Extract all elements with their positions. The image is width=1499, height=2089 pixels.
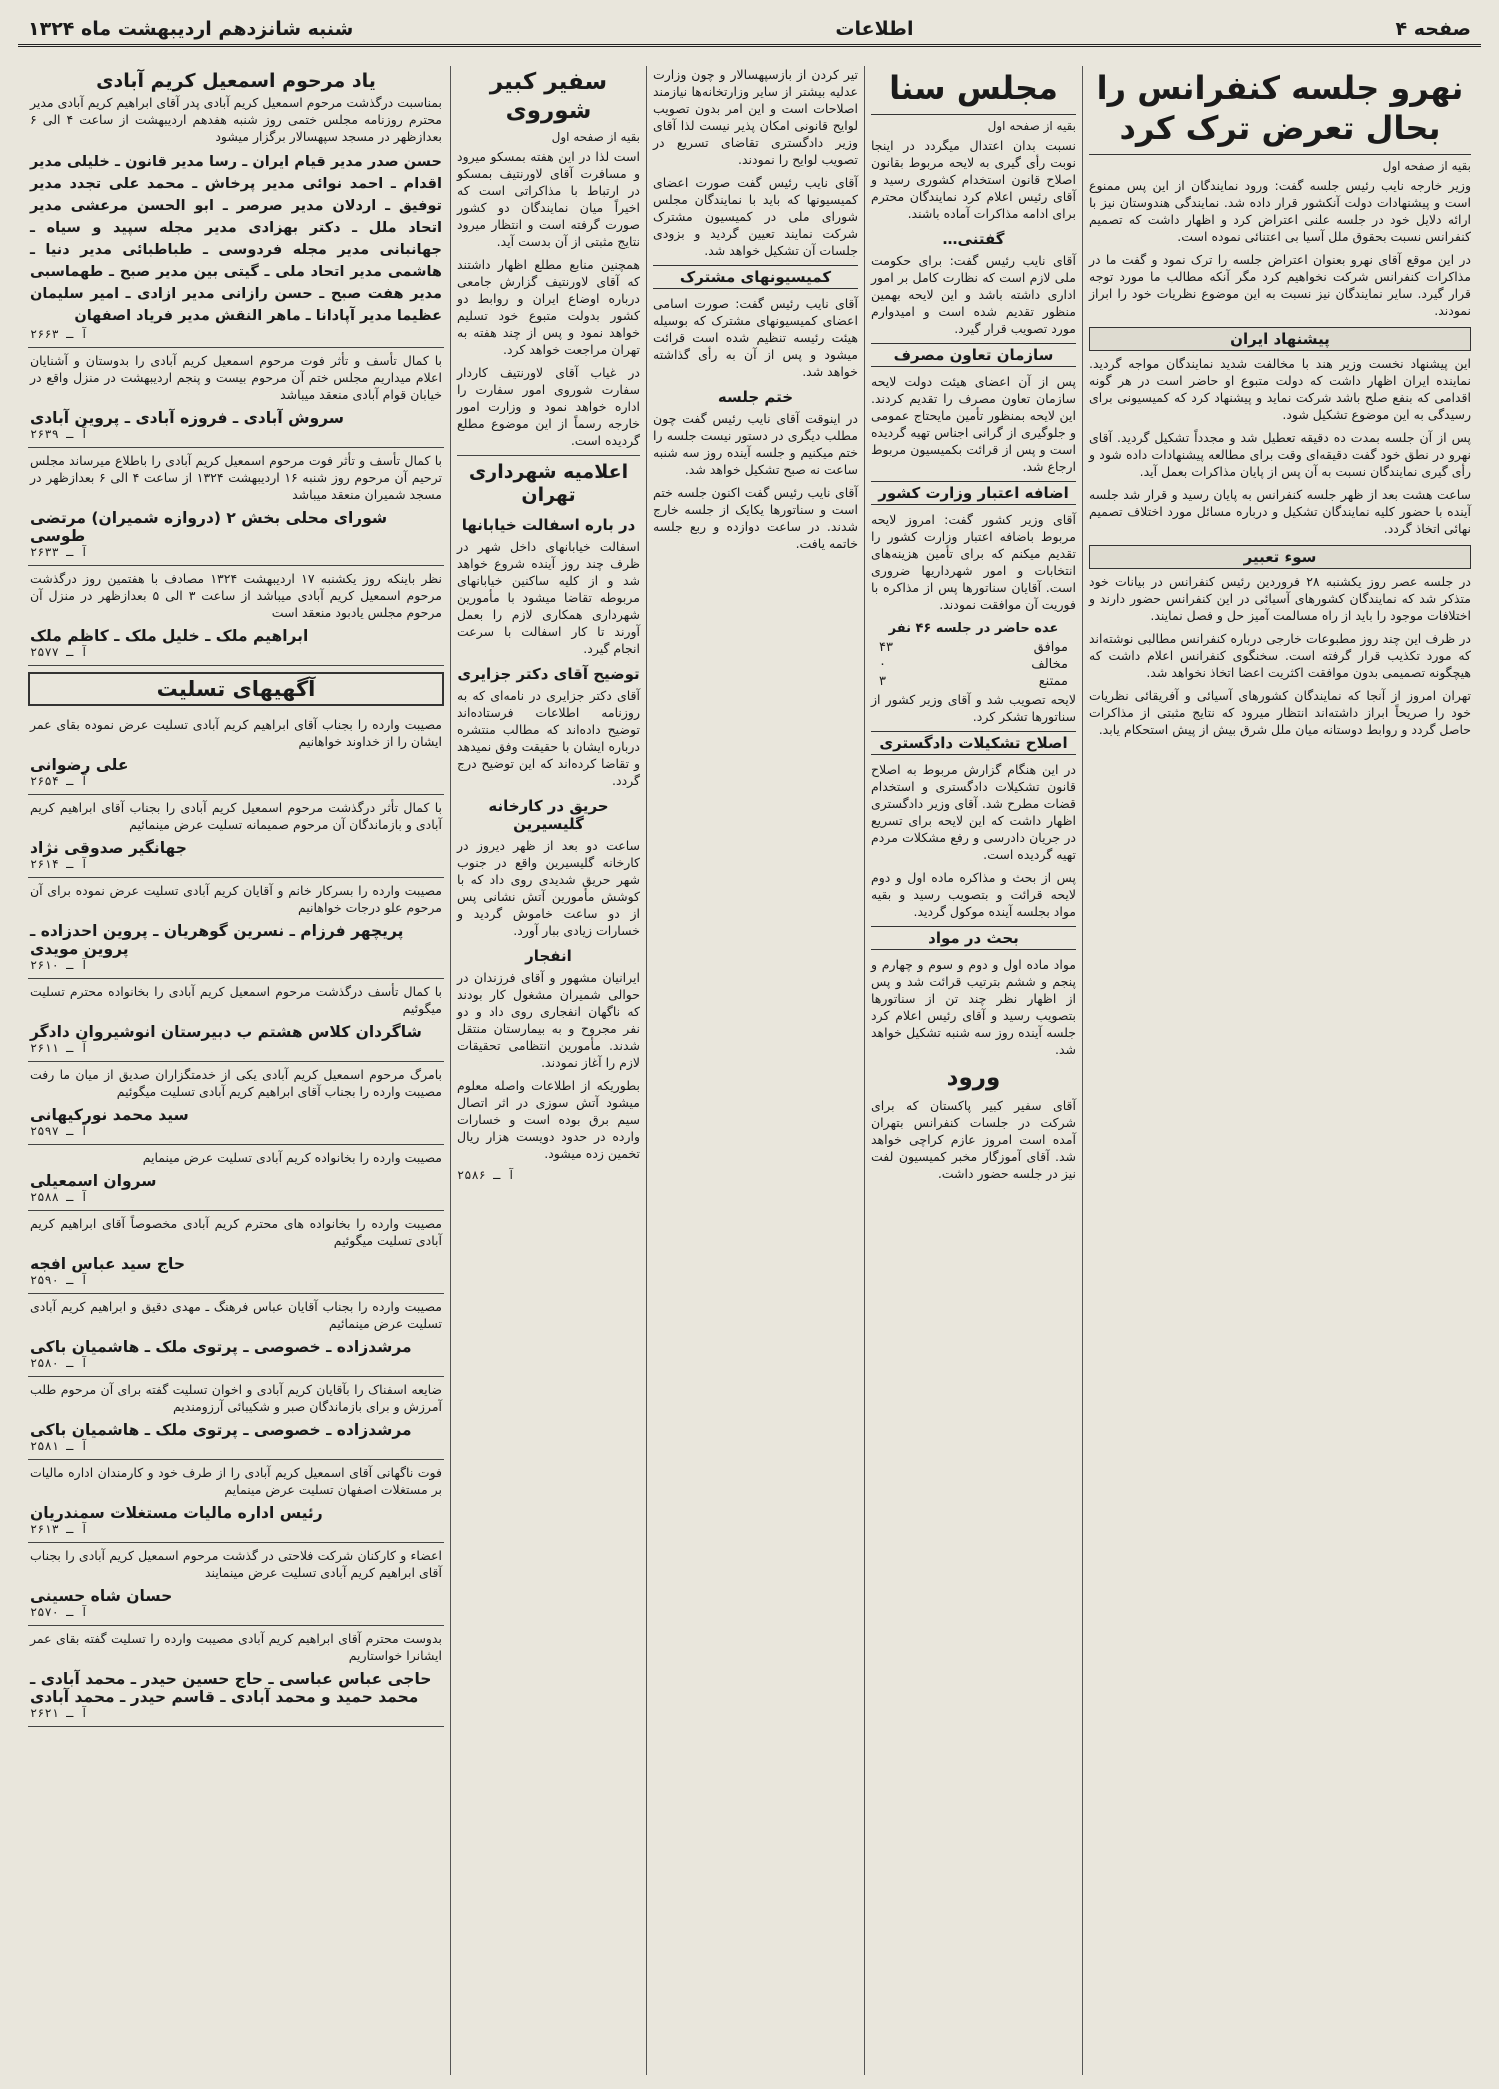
column-majlis (864, 66, 1082, 2075)
notice (28, 1377, 444, 1460)
subheading: سوء تعبیر (1089, 545, 1471, 569)
notice-title: یاد مرحوم اسمعیل کریم آبادی (96, 70, 376, 92)
notice-signature: حسان شاه حسینی (30, 1587, 173, 1605)
paragraph: وزیر خارجه نایب رئیس جلسه گفت: ورود نمایندگان از این پس ممنوع است و پیشنهادات دولت آنکشور قرار داده شد. نمایندگی هندوستان نیز با ارائه دلایل خود در جلسه علنی اعتراض کرد و اظهار داشت که تصمیم کنفرانس نسبت بحقوق ملل آسیا بی اعتنائی نموده است. (1089, 178, 1471, 244)
notice (28, 1294, 444, 1377)
continued-tag: بقیه از صفحه اول (551, 129, 640, 144)
vote-title: عده حاضر در جلسه ۴۶ نفر (888, 621, 1059, 636)
paragraph: ساعت دو بعد از ظهر دیروز در کارخانه گلیسیرین واقع در جنوب شهر حریق شدیدی روی داد که با کوشش مأمورین آتش نشانی پس از دو ساعت خاموش گردید و خسارات زیادی ببار آورد. (457, 838, 640, 938)
notice (28, 1062, 444, 1145)
paragraph: در غیاب آقای لاورنتیف کاردار سفارت شوروی امور سفارت را اداره خواهد نمود و وزارت امور خارجه رسماً از این موضوع مطلع گردیده است. (457, 364, 640, 448)
notice-signature: علی رضوانی (30, 756, 129, 774)
notice-text: مصیبت وارده را بجناب آقایان عباس فرهنگ ـ مهدی دقیق و ابراهیم کریم آبادی تسلیت عرض مینمائیم (30, 1299, 442, 1331)
paragraph: تهران امروز از آنجا که نمایندگان کشورهای آسیائی و آفریقائی نظریات خود را صریحاً ابراز داشته‌اند انتظار میرود که نتایج مثبتی از مذاکرات حاصل گردد و روابط دوستانه میان ملل شرق بیش از پیش استحکام یابد. (1089, 688, 1471, 737)
notice-signature: سروش آبادی ـ فروزه آبادی ـ پروین آبادی (30, 409, 344, 427)
ad-code: آ ـ ۲۵۸۶ (457, 1168, 515, 1182)
paragraph: در ظرف این چند روز مطبوعات خارجی درباره کنفرانس مطالبی نوشته‌اند که مورد تکذیب قرار گرفته است. سخنگوی کنفرانس اعلام داشت که هیچگونه تصمیمی بدون موافقت اکثریت اعضا اتخاذ نخواهد شد. (1089, 631, 1471, 680)
notice-text: بدوست محترم آقای ابراهیم کریم آبادی مصیبت وارده را تسلیت گفته بقای عمر ایشانرا خواستاریم (30, 1631, 442, 1663)
column-conference (1082, 66, 1477, 2075)
notice-text: با کمال تأسف درگذشت مرحوم اسمعیل کریم آبادی را بخانواده محترم تسلیت میگوئیم (30, 984, 442, 1016)
paragraph: پس از آن اعضای هیئت دولت لایحه سازمان تعاون مصرف را تقدیم کردند. این لایحه بمنظور تأمین مایحتاج عمومی و جلوگیری از گرانی اجناس تهیه گردیده است و پس از قرائت بکمیسیون مربوط ارجاع شد. (871, 374, 1076, 474)
notice-text: با کمال تأسف و تأثر فوت مرحوم اسمعیل کریم آبادی را باطلاع میرساند مجلس ترحیم آن مرحوم روز شنبه ۱۶ اردیبهشت ۱۳۲۴ از ساعت ۴ الی ۶ بعدازظهر در مسجد شمیران منعقد میباشد (30, 453, 442, 502)
vote-label: موافق (1033, 640, 1068, 655)
notice-text: ضایعه اسفناک را بآقایان کریم آبادی و اخوان تسلیت گفته برای آن مرحوم طلب آمرزش و برای بازماندگان صبر و شکیبائی آرزومندیم (30, 1382, 442, 1414)
paragraph: در این موقع آقای نهرو بعنوان اعتراض جلسه را ترک نمود و گفت ما در مذاکرات کنفرانس شرکت نخواهیم کرد مگر آنکه مطالب ما مورد توجه قرار گیرد. سایر نمایندگان نیز نسبت به این موضوع نظریات خود را ابراز نمودند. (1089, 252, 1471, 318)
headline-ambassador: سفیر کبیر شوروی (489, 69, 608, 124)
subheading: گفتنی… (942, 230, 1005, 248)
paragraph: همچنین منابع مطلع اظهار داشتند که آقای لاورنتیف گزارش جامعی درباره اوضاع ایران و روابط دو کشور بدولت متبوع خود تسلیم خواهد نمود و پس از چند هفته به تهران مراجعت خواهد کرد. (457, 256, 640, 357)
continued-tag: بقیه از صفحه اول (1382, 159, 1471, 173)
notice-signature: مرشدزاده ـ خصوصی ـ پرتوی ملک ـ هاشمیان باکی (30, 1338, 412, 1356)
condolences-heading: آگهیهای تسلیت (28, 672, 444, 706)
notice (28, 712, 444, 795)
paragraph: ساعت هشت بعد از ظهر جلسه کنفرانس به پایان رسید و قرار شد جلسه آینده با حضور کلیه نمایندگان تشکیل و درباره مسائل مورد اختلاف تصمیم نهائی اتخاذ گردد. (1089, 487, 1471, 536)
subheading: پیشنهاد ایران (1089, 327, 1471, 351)
headline-arrival: ورود (946, 1065, 1001, 1091)
notice-text: مصیبت وارده را بخانواده کریم آبادی تسلیت عرض مینمایم (142, 1150, 442, 1165)
paragraph: آقای وزیر کشور گفت: امروز لایحه مربوط باضافه اعتبار وزارت کشور را تقدیم میکنم که برای تأمین هزینه‌های انتخابات و امور شهرداریها ضروری است. آقایان سناتورها پس از مذاکره با فوریت آن موافقت نمودند. (871, 512, 1076, 612)
ad-code: آ ـ ۲۶۳۳ (30, 545, 88, 559)
ad-code: آ ـ ۲۵۸۱ (30, 1439, 88, 1453)
notice (28, 1626, 444, 1727)
column-commission (646, 66, 864, 2075)
issue-date: شنبه شانزدهم اردیبهشت ماه ۱۳۲۴ (28, 18, 354, 40)
notice (28, 566, 444, 666)
notice (28, 878, 444, 979)
ad-code: آ ـ ۲۶۶۳ (30, 327, 88, 341)
ad-code: آ ـ ۲۵۸۸ (30, 1190, 88, 1204)
column-notices (22, 66, 450, 2075)
paragraph: آقای سفیر کبیر پاکستان که برای شرکت در جلسات کنفرانس بتهران آمده است امروز عازم کراچی خواهد شد. آقای آموزگار مخبر کمیسیون لفت نیز در جلسه حضور داشت. (871, 1097, 1076, 1181)
ad-code: آ ـ ۲۶۱۴ (30, 857, 88, 871)
notice-text: مصیبت وارده را بجناب آقای ابراهیم کریم آبادی تسلیت عرض نموده بقای عمر ایشان را از خداوند خواهانیم (30, 717, 442, 749)
notice-signature: شاگردان کلاس هشتم ب دبیرستان انوشیروان دادگر (30, 1023, 422, 1041)
paragraph: آقای دکتر جزایری در نامه‌ای که به روزنامه اطلاعات فرستاده‌اند توضیح داده‌اند که مطالب منتشره درباره ایشان با حقیقت وفق نمیدهد و تقاضا کرده‌اند که این توضیح درج گردد. (457, 688, 640, 788)
headline-municipal: اعلامیه شهرداری تهران (468, 460, 629, 507)
notice (28, 448, 444, 566)
subheading: ختم جلسه (717, 388, 794, 406)
paragraph: تیر کردن از بازسپهسالار و چون وزارت عدلیه بیشتر از سایر وزارتخانه‌ها نیازمند اصلاحات است و این امر بدون تصویب لوایح قانونی امکان پذیر نیست لذا آقای وزیر دادگستری تقاضای تسریع در تصویب لوایح را نمودند. (653, 67, 858, 167)
vote-label: مخالف (1031, 657, 1068, 672)
paragraph: آقای نایب رئیس گفت: صورت اسامی اعضای کمیسیونهای مشترک که بوسیله هیئت رئیسه تنظیم شده است قرائت میشود و پس از آن به رأی گذاشته خواهد شد. (653, 296, 858, 379)
section-heading: کمیسیونهای مشترک (653, 265, 858, 289)
vote-row (879, 674, 1068, 689)
notice-text: نظر باینکه روز یکشنبه ۱۷ اردیبهشت ۱۳۲۴ مصادف با هفتمین روز درگذشت مرحوم اسمعیل کریم آبادی میباشد از ساعت ۳ الی ۵ بعدازظهر در منزل آن مرحوم مجلس یادبود منعقد است (30, 571, 442, 620)
ad-code: آ ـ ۲۵۹۷ (30, 1124, 88, 1138)
paragraph: در اینوقت آقای نایب رئیس گفت چون مطلب دیگری در دستور نیست جلسه را ختم میکنیم و جلسه آینده روز سه شنبه ساعت نه صبح تشکیل خواهد شد. (653, 411, 858, 477)
notice-signature: حاجی عباس عباسی ـ حاج حسین حیدر ـ محمد آبادی ـ محمد حمید و محمد آبادی ـ قاسم حیدر ـ محمد آبادی (30, 1670, 432, 1706)
section-heading: اصلاح تشکیلات دادگستری (871, 731, 1076, 755)
paragraph: اسفالت خیابانهای داخل شهر در ظرف چند روز آینده شروع خواهد شد و از کلیه ساکنین خیابانهای مربوطه تقاضا میشود با مأمورین شهرداری همکاری لازم را بعمل آورند تا کار اسفالت با سرعت انجام گیرد. (457, 539, 640, 656)
paragraph: این پیشنهاد نخست وزیر هند با مخالفت شدید نمایندگان مواجه گردید. نماینده ایران اظهار داشت که دولت متبوع او حاضر است در هر گونه اقدامی که بنفع صلح باشد شرکت نماید و پیشنهاد کرد که کمیسیونی برای رسیدگی به این موضوع تشکیل شود. (1089, 356, 1471, 422)
notice-text: مصیبت وارده را بسرکار خانم و آقایان کریم آبادی تسلیت عرض نموده برای آن مرحوم علو درجات خواهانیم (30, 883, 442, 915)
ad-code: آ ـ ۲۶۱۰ (30, 958, 88, 972)
paragraph: در جلسه عصر روز یکشنبه ۲۸ فروردین رئیس کنفرانس در بیانات خود متذکر شد که نمایندگان کشورهای آسیائی در این کنفرانس حضور دارند و اختلافات موجود را باید از راه مسالمت آمیز حل و فصل نمایند. (1089, 574, 1471, 623)
paper-name: اطلاعات (835, 18, 914, 40)
notice (28, 348, 444, 448)
section-heading: بحث در مواد (871, 926, 1076, 950)
subheading: توضیح آقای دکتر جزایری (457, 665, 640, 683)
columns (22, 66, 1477, 2075)
subheading: انفجار (525, 947, 572, 965)
vote-value: ۰ (879, 657, 886, 672)
ad-code: آ ـ ۲۵۸۰ (30, 1356, 88, 1370)
paragraph: ایرانیان مشهور و آقای فرزندان در حوالی شمیران مشغول کار بودند که ناگهان انفجاری روی داد و دو نفر مجروح و به بیمارستان منتقل شدند. مأمورین انتظامی تحقیقات لازم را آغاز نمودند. (457, 970, 640, 1070)
ad-code: آ ـ ۲۶۱۱ (30, 1041, 88, 1055)
subheading: حریق در کارخانه گلیسیرین (488, 797, 609, 833)
paragraph: در این هنگام گزارش مربوط به اصلاح قانون تشکیلات دادگستری و استخدام قضات مطرح شد. آقای وزیر دادگستری اظهار داشت که این لایحه برای تسریع در جریان دادرسی و رفع مشکلات مردم تهیه گردیده است. (871, 762, 1076, 862)
notice-signature: سید محمد نورکیهانی (30, 1106, 189, 1124)
ad-code: آ ـ ۲۵۹۰ (30, 1273, 88, 1287)
continued-tag: بقیه از صفحه اول (987, 119, 1076, 133)
notice (28, 979, 444, 1062)
ad-code: آ ـ ۲۶۲۱ (30, 1706, 88, 1720)
notice-signature: مرشدزاده ـ خصوصی ـ پرتوی ملک ـ هاشمیان باکی (30, 1421, 412, 1439)
notice-signature: رئیس اداره مالیات مستغلات سمندریان (30, 1504, 323, 1522)
section-heading: اضافه اعتبار وزارت کشور (871, 481, 1076, 505)
ad-code: آ ـ ۲۵۷۰ (30, 1605, 88, 1619)
notice (28, 795, 444, 878)
paragraph: مواد ماده اول و دوم و سوم و چهارم و پنجم و ششم بترتیب قرائت شد و پس از اظهار نظر چند تن از سناتورها بتصویب رسید و آقای رئیس اعلام کرد جلسه آینده روز سه شنبه تشکیل خواهد شد. (871, 957, 1076, 1057)
vote-value: ۳ (879, 674, 886, 689)
paragraph: نسبت بدان اعتدال میگردد در اینجا نوبت رأی گیری به لایحه مربوط بقانون اصلاح قانون استخدام کشوری رسید و آقای رئیس اعلام کرد نمایندگان محترم برای ادامه مذاکرات آماده باشند. (871, 138, 1076, 221)
notice-signature: حاج سید عباس افجه (30, 1255, 186, 1273)
ad-code: آ ـ ۲۶۵۴ (30, 774, 88, 788)
vote-value: ۴۳ (879, 640, 893, 655)
notice-text: مصیبت وارده را بخانواده های محترم کریم آبادی مخصوصاً آقای ابراهیم کریم آبادی تسلیت میگوئیم (30, 1216, 442, 1248)
notice-text: اعضاء و کارکنان شرکت فلاحتی در گذشت مرحوم اسمعیل کریم آبادی را بجناب آقای ابراهیم کریم آبادی تسلیت عرض مینمایند (30, 1548, 442, 1580)
notice (28, 1145, 444, 1211)
notice (28, 1543, 444, 1626)
paragraph: لایحه تصویب شد و آقای وزیر کشور از سناتورها تشکر کرد. (871, 692, 1076, 724)
ad-code: آ ـ ۲۵۷۷ (30, 645, 88, 659)
paragraph: است لذا در این هفته بمسکو میرود و مسافرت آقای لاورنتیف بمسکو در ارتباط با مذاکراتی است که اخیراً میان نمایندگان دو کشور صورت گرفته است و انتظار میرود نتایج مثبتی از آن بدست آید. (457, 148, 640, 249)
notice-text: فوت ناگهانی آقای اسمعیل کریم آبادی را از طرف خود و کارمندان اداره مالیات بر مستغلات اصفهان تسلیت عرض مینمایم (30, 1465, 442, 1497)
paragraph: پس از بحث و مذاکره ماده اول و دوم لایحه قرائت و بتصویب رسید و بقیه مواد بجلسه آینده موکول گردید. (871, 870, 1076, 919)
section-heading: سازمان تعاون مصرف (871, 343, 1076, 367)
notice (28, 66, 444, 348)
ad-code: آ ـ ۲۶۱۳ (30, 1522, 88, 1536)
column-ambassador (450, 66, 646, 2075)
notice-signature: پریچهر فرزام ـ نسرین گوهریان ـ پروین احدزاده ـ پروین مویدی (30, 922, 404, 958)
notice-text: بامرگ مرحوم اسمعیل کریم آبادی یکی از خدمتگزاران صدیق از میان ما رفت مصیبت وارده را بجناب آقای ابراهیم کریم آبادی تسلیت میگوئیم (30, 1067, 442, 1099)
vote-row (879, 657, 1068, 672)
paragraph: آقای نایب رئیس گفت صورت اعضای کمیسیونها که باید با نمایندگان مجلس شورای ملی در کمیسیون مشترک شرکت نمایند تعیین گردید و بزودی جلسات آن تشکیل خواهد شد. (653, 175, 858, 258)
paragraph: آقای نایب رئیس گفت اکنون جلسه ختم است و سناتورها یکایک از جلسه خارج شدند. در ساعت دوازده و ربع جلسه خاتمه یافت. (653, 485, 858, 551)
notice-text: بمناسبت درگذشت مرحوم اسمعیل کریم آبادی پدر آقای ابراهیم کریم آبادی مدیر محترم روزنامه مجلس ختمی روز شنبه هفدهم اردیبهشت از ساعت ۴ الی ۶ بعدازظهر در مسجد سپهسالار برگزار میشود (30, 95, 442, 144)
paragraph: پس از آن جلسه بمدت ده دقیقه تعطیل شد و مجدداً تشکیل گردید. آقای نهرو در نطق خود گفت دقیقه‌ای وقت برای مطالعه پیشنهادات داده شود و رأی گیری نمایندگان نسبت به آن پس از پایان مذاکرات بعمل آید. (1089, 430, 1471, 479)
notice-signature: ابراهیم ملک ـ خلیل ملک ـ کاظم ملک (30, 627, 309, 645)
ad-code: آ ـ ۲۶۳۹ (30, 427, 88, 441)
vote-row (879, 640, 1068, 655)
headline-majlis: مجلس سنا (871, 68, 1076, 115)
divider (457, 455, 640, 456)
notice-signature: شورای محلی بخش ۲ (دروازه شمیران) مرتضی طوسی (30, 509, 388, 545)
paragraph: آقای نایب رئیس گفت: برای حکومت ملی لازم است که نظارت کامل بر امور اداری داشته باشد و این لایحه بهمین منظور تقدیم شده است و امیدوارم مورد تصویب قرار گیرد. (871, 253, 1076, 336)
notice-text: با کمال تأثر درگذشت مرحوم اسمعیل کریم آبادی را بجناب آقای ابراهیم کریم آبادی و بازماندگان آن مرحوم صمیمانه تسلیت عرض مینمائیم (30, 800, 442, 832)
notice-text: با کمال تأسف و تأثر فوت مرحوم اسمعیل کریم آبادی را بدوستان و آشنایان اعلام میداریم مجلس ختم آن مرحوم بیست و پنجم اردیبهشت در منزل واقع در خیابان قوام آبادی منعقد میباشد (30, 353, 442, 402)
notice-names: حسن صدر مدیر قیام ایران ـ رسا مدیر قانون ـ خلیلی مدیر اقدام ـ احمد نوائی مدیر پرخاش ـ محمد علی تجدد مدیر توفیق ـ اردلان مدیر صرصر ـ ابو الحسن مرعشی مدیر اتحاد ملل ـ دکتر بهزادی مدیر مجله سپید و سیاه ـ جهانبانی مدیر مجله فردوسی ـ طباطبائی مدیر دنیا ـ هاشمی مدیر اتحاد ملی ـ گیتی بین مدیر صبح ـ طهماسبی مدیر هفت صبح ـ حسن رازانی مدیر ازادی ـ امیر سلیمان عظیما مدیر آپادانا ـ ماهر النقش مدیر فریاد اصفهان (30, 154, 442, 324)
masthead (18, 14, 1481, 47)
subheading: در باره اسفالت خیابانها (461, 516, 636, 534)
notice (28, 1460, 444, 1543)
notice-signature: جهانگیر صدوقی نژاد (30, 839, 187, 857)
notice (28, 1211, 444, 1294)
page-number: صفحه ۴ (1395, 18, 1471, 40)
paragraph: بطوریکه از اطلاعات واصله معلوم میشود آتش سوزی در اثر اتصال سیم برق بوده است و خسارات وارده در حدود دویست هزار ریال تخمین زده میشود. (457, 1078, 640, 1161)
headline-conference: نهرو جلسه کنفرانس را بحال تعرض ترک کرد (1089, 68, 1471, 155)
vote-label: ممتنع (1038, 674, 1068, 689)
notice-signature: سروان اسمعیلی (30, 1172, 157, 1190)
